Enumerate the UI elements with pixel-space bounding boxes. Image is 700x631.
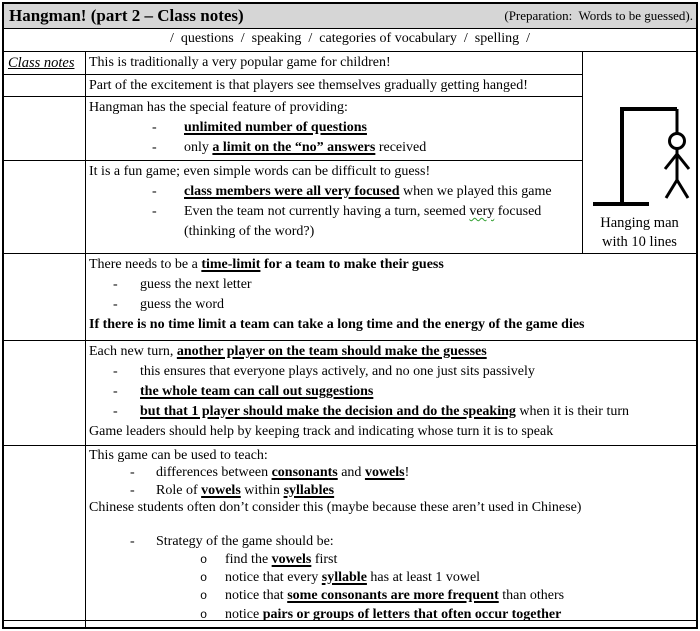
bullet-marker: - [152,140,157,155]
text-run: ! [404,465,410,481]
text-run: class members were all very focused [184,184,400,199]
text-line [86,402,696,422]
text-run: syllables [283,482,335,498]
text-line [86,533,696,550]
figure-head [670,134,685,149]
text-run: this ensures that everyone plays actively, and no one just sits passively [140,364,535,379]
page-title: Hangman! (part 2 – Class notes) [9,6,244,25]
text-line [86,222,582,242]
class-notes-label: Class notes [8,55,75,71]
bullet-marker: o [200,571,208,586]
label-column [4,52,86,253]
hangman-caption [600,214,679,252]
bullet-marker: - [152,204,157,219]
text-line [86,606,696,620]
text-run: vowels [201,482,241,498]
text-run: has at least 1 vowel [366,570,481,586]
text-line [86,464,696,481]
text-line [86,482,696,499]
text-run: another player on the team should make the guesses [176,344,487,359]
text-run: some consonants are more frequent [287,588,499,604]
text-run: guess the next letter [140,277,252,292]
empty-label-cell [4,161,85,253]
text-line [86,76,582,96]
text-run: first [311,551,338,567]
preparation-note: (Preparation: Words to be guessed). [504,8,693,23]
figure-arm-left [665,154,677,169]
bullet-marker: o [200,552,208,567]
text-run: Even the team not currently having a turn, seemed [184,204,470,219]
empty-label-cell [4,446,86,620]
bullet-marker: - [113,384,118,399]
bullet-marker: - [130,482,135,498]
empty-label-cell [4,254,86,340]
text-run: when it is their turn [515,404,630,419]
text-run: Strategy of the game should be: [156,534,334,550]
header-row [4,4,696,29]
text-run: find the [225,551,272,567]
text-line [86,422,696,442]
text-line [86,551,696,569]
note-cell [86,254,696,340]
text-line [86,499,696,516]
text-line [86,138,582,158]
note-cell [86,621,696,627]
text-run: vowels [364,465,405,481]
empty-label-cell [4,97,85,161]
note-cell [86,341,696,445]
note-cell [86,161,582,253]
empty-label-cell [4,341,86,445]
note-cell [86,75,582,97]
text-run: syllable [321,570,367,586]
text-run: unlimited number of questions [184,120,367,135]
note-cell [86,97,582,161]
text-run: notice that every [225,570,322,586]
text-line [86,295,696,315]
text-run: only [184,140,213,155]
text-run: Part of the excitement is that players see themselves gradually getting hanged! [89,78,528,93]
text-line [86,53,582,73]
text-run: (thinking of the word?) [184,224,315,239]
text-run: pairs or groups of letters that often occur together [262,606,562,620]
bullet-marker: - [113,277,118,292]
bullet-marker: o [200,589,208,604]
text-line [86,118,582,138]
notes-top-section [4,52,696,254]
text-run: differences between [156,465,272,481]
text-line [86,162,582,182]
figure-leg-right [677,180,688,198]
text-run: than others [498,588,565,604]
text-run: notice that [225,588,288,604]
text-line [86,315,696,335]
bullet-marker: - [113,364,118,379]
text-run: There needs to be a [89,257,202,272]
bullet-marker: o [200,607,208,620]
text-line [86,382,696,402]
note-row-time-limit [4,254,696,341]
hangman-drawing [585,78,694,210]
bullet-marker: - [130,534,135,550]
text-run: a limit on the “no” answers [212,140,376,155]
text-line [86,275,696,295]
text-line [86,569,696,587]
text-run: guess the word [140,297,224,312]
text-line [86,255,696,275]
text-run: but that 1 player should make the decision and do the speaking [140,404,516,419]
text-run: Each new turn, [89,344,177,359]
note-row-empty [4,621,696,627]
text-run: when we played this game [399,184,552,199]
empty-label-cell [4,75,85,97]
text-run: notice [225,606,263,620]
hangman-cell [583,52,696,253]
text-line [86,447,696,464]
text-run: time-limit [201,257,261,272]
bullet-marker: - [152,184,157,199]
hangman-caption-line2: with 10 lines [602,234,677,250]
text-run: It is a fun game; even simple words can be difficult to guess! [89,164,431,179]
text-line [86,342,696,362]
text-run: Hangman has the special feature of providing: [89,100,348,115]
text-line [86,98,582,118]
text-run: This is traditionally a very popular game for children! [89,55,391,70]
note-cell [86,52,582,75]
text-run: Chinese students often don’t consider this (maybe because these aren’t used in Chinese) [89,499,582,515]
figure-arm-right [677,154,689,169]
text-run: within [240,482,284,498]
text-run: consonants [271,465,338,481]
text-run: If there is no time limit a team can take a long time and the energy of the game dies [89,317,585,332]
text-run: for a team to make their guess [260,257,444,272]
text-run: and [337,465,365,481]
bullet-marker: - [152,120,157,135]
notes-column [86,52,583,253]
document [2,2,698,629]
class-notes-label-cell [4,52,85,75]
text-run: the whole team can call out suggestions [140,384,374,399]
text-run: vowels [271,551,312,567]
text-line [86,202,582,222]
note-cell [86,446,696,620]
note-row-teaching [4,446,696,621]
text-run: received [375,140,427,155]
hangman-caption-line1: Hanging man [600,215,679,231]
bullet-marker: - [113,404,118,419]
text-run: focused [494,204,542,219]
text-run: Game leaders should help by keeping track and indicating whose turn it is to speak [89,424,554,439]
text-line [86,587,696,605]
bullet-marker: - [130,465,135,481]
skills-nav: / questions / speaking / categories of vocabulary / spelling / [4,29,696,52]
figure-leg-left [666,180,677,198]
bullet-marker: - [113,297,118,312]
text-line [86,182,582,202]
text-run: very [469,204,495,219]
text-line [86,516,696,533]
note-row-turns [4,341,696,446]
text-line [86,362,696,382]
empty-label-cell [4,621,86,627]
text-run: This game can be used to teach: [89,448,268,463]
text-run: Role of [156,482,202,498]
